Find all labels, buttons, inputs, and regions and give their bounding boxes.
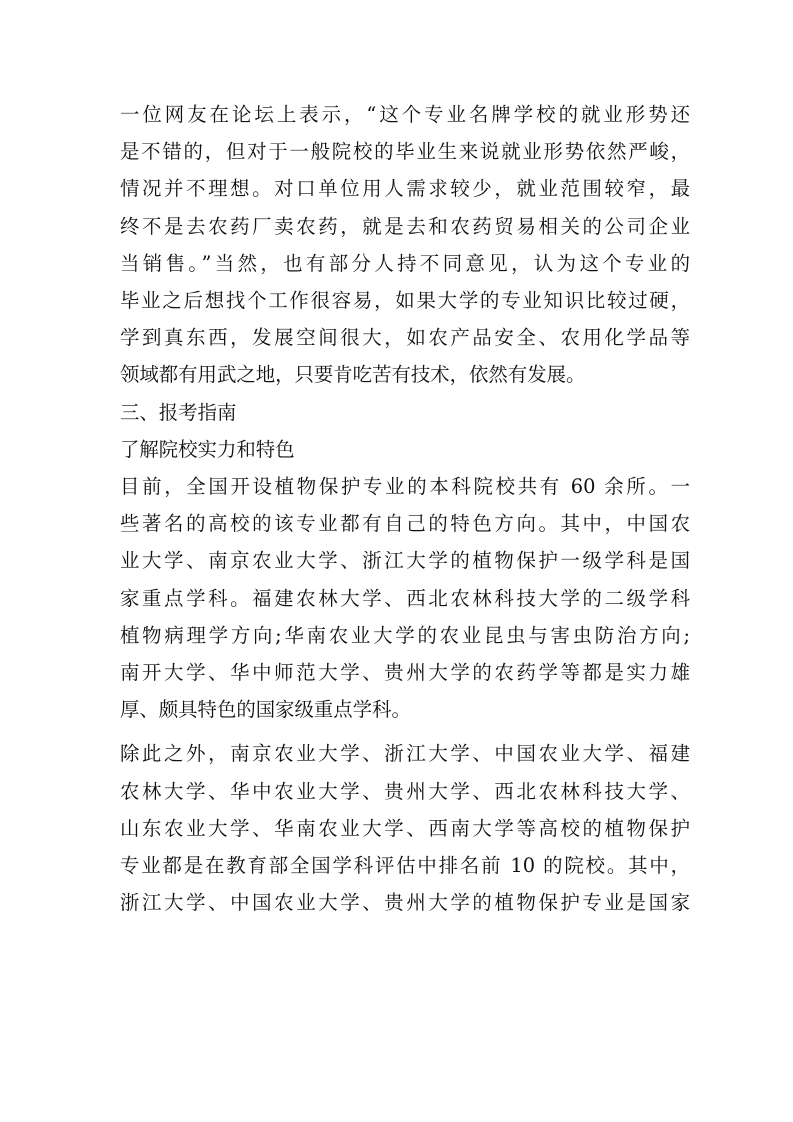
text-line: 专业都是在教育部全国学科评估中排名前 10 的院校。其中，	[120, 854, 690, 878]
text-line: 家重点学科。福建农林大学、西北农林科技大学的二级学科	[120, 586, 690, 610]
text-line: 毕业之后想找个工作很容易，如果大学的专业知识比较过硬，	[120, 289, 690, 313]
paragraph-ranking	[120, 735, 690, 921]
section-heading-application-guide	[120, 394, 690, 431]
text-line: 南开大学、华中师范大学、贵州大学的农药学等都是实力雄	[120, 661, 690, 685]
text-line: 领域都有用武之地，只要肯吃苦有技术，依然有发展。	[120, 363, 586, 387]
paragraph-employment-opinions	[120, 96, 690, 394]
text-line: 些著名的高校的该专业都有自己的特色方向。其中，中国农	[120, 512, 690, 536]
text-line: 目前，全国开设植物保护专业的本科院校共有 60 余所。一	[120, 475, 690, 499]
text-line: 农林大学、华中农业大学、贵州大学、西北农林科技大学、	[120, 779, 690, 803]
paragraph-school-overview	[120, 468, 690, 728]
text-line: 除此之外，南京农业大学、浙江大学、中国农业大学、福建	[120, 742, 690, 766]
text-line: 学到真东西，发展空间很大，如农产品安全、农用化学品等	[120, 326, 690, 350]
subheading-school-strengths	[120, 431, 690, 468]
subheading: 了解院校实力和特色	[120, 437, 295, 461]
text-line: 情况并不理想。对口单位用人需求较少，就业范围较窄，最	[120, 177, 690, 201]
text-line: 厚、颇具特色的国家级重点学科。	[120, 698, 411, 722]
text-line: 终不是去农药厂卖农药，就是去和农药贸易相关的公司企业	[120, 214, 690, 238]
text-line: 浙江大学、中国农业大学、贵州大学的植物保护专业是国家	[120, 891, 690, 915]
section-heading: 三、报考指南	[120, 400, 237, 424]
text-line: 当销售。”当然，也有部分人持不同意见，认为这个专业的	[120, 251, 690, 275]
text-line: 业大学、南京农业大学、浙江大学的植物保护一级学科是国	[120, 549, 690, 573]
text-line: 一位网友在论坛上表示，“这个专业名牌学校的就业形势还	[120, 103, 690, 126]
paragraph-spacer	[120, 728, 690, 735]
text-line: 是不错的，但对于一般院校的毕业生来说就业形势依然严峻，	[120, 140, 690, 164]
text-line: 植物病理学方向;华南农业大学的农业昆虫与害虫防治方向;	[120, 623, 690, 647]
text-line: 山东农业大学、华南农业大学、西南大学等高校的植物保护	[120, 816, 690, 840]
document-body	[120, 96, 690, 921]
